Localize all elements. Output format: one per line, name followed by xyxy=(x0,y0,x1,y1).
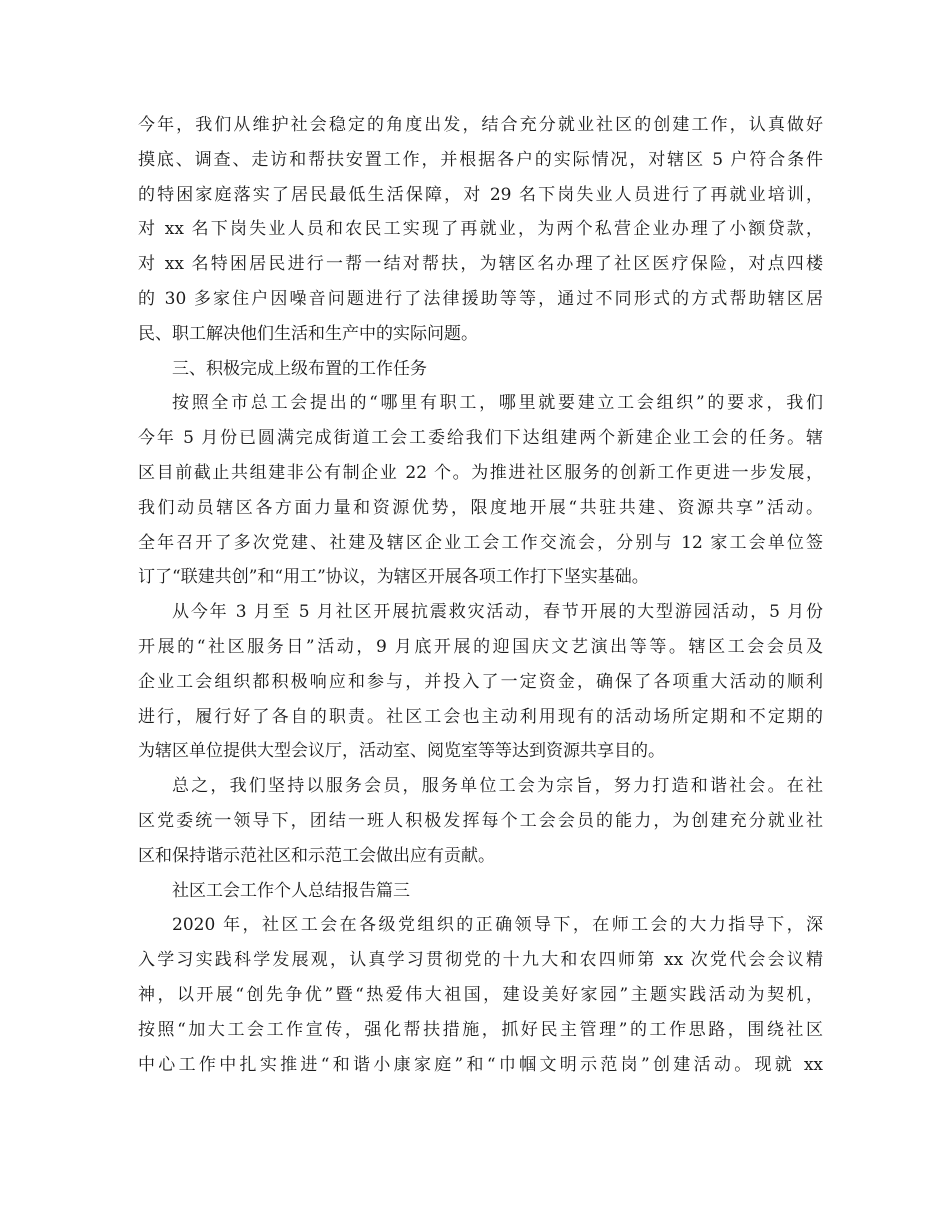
text-line: 订了“联建共创”和“用工”协议，为辖区开展各项工作打下坚实基础。 xyxy=(138,567,649,588)
text-line: 企业工会组织都积极响应和参与，并投入了一定资金，确保了各项重大活动的顺利 xyxy=(138,671,823,692)
text-line: 今年，我们从维护社会稳定的角度出发，结合充分就业社区的创建工作，认真做好 xyxy=(138,115,823,135)
text-line: 开展的“社区服务日”活动，9 月底开展的迎国庆文艺演出等等。辖区工会会员及 xyxy=(138,636,823,657)
text-line: 的特困家庭落实了居民最低生活保障，对 29 名下岗失业人员进行了再就业培训， xyxy=(138,184,823,205)
text-line: 我们动员辖区各方面力量和资源优势，限度地开展“共驻共建、资源共享”活动。 xyxy=(138,497,823,518)
text-line: 对 xx 名特困居民进行一帮一结对帮扶，为辖区名办理了社区医疗保险，对点四楼 xyxy=(138,254,823,275)
text-line: 区党委统一领导下，团结一班人积极发挥每个工会会员的能力，为创建充分就业社 xyxy=(138,810,823,831)
text-line: 总之，我们坚持以服务会员，服务单位工会为宗旨，努力打造和谐社会。在社 xyxy=(172,776,823,797)
text-line: 进行，履行好了各自的职责。社区工会也主动利用现有的活动场所定期和不定期的 xyxy=(138,706,823,727)
text-line: 区和保持谐示范社区和示范工会做出应有贡献。 xyxy=(138,845,495,866)
text-line: 今年 5 月份已圆满完成街道工会工委给我们下达组建两个新建企业工会的任务。辖 xyxy=(138,428,823,449)
text-line: 民、职工解决他们生活和生产中的实际问题。 xyxy=(138,323,478,344)
document-body xyxy=(138,108,823,1082)
text-line: 从今年 3 月至 5 月社区开展抗震救灾活动，春节开展的大型游园活动，5 月份 xyxy=(172,602,823,623)
text-line: 对 xx 名下岗失业人员和农民工实现了再就业，为两个私营企业办理了小额贷款， xyxy=(138,219,823,240)
section-heading: 三、积极完成上级布置的工作任务 xyxy=(172,358,427,379)
text-line: 区目前截止共组建非公有制企业 22 个。为推进社区服务的创新工作更进一步发展， xyxy=(138,462,823,483)
text-line: 按照全市总工会提出的“哪里有职工，哪里就要建立工会组织”的要求，我们 xyxy=(172,393,823,414)
text-line: 为辖区单位提供大型会议厅，活动室、阅览室等等达到资源共享目的。 xyxy=(138,741,665,762)
text-line: 摸底、调查、走访和帮扶安置工作，并根据各户的实际情况，对辖区 5 户符合条件 xyxy=(138,149,823,170)
text-line: 按照“加大工会工作宣传，强化帮扶措施，抓好民主管理”的工作思路，围绕社区 xyxy=(138,1019,823,1040)
text-line: 2020 年，社区工会在各级党组织的正确领导下，在师工会的大力指导下，深 xyxy=(172,915,823,936)
text-line: 全年召开了多次党建、社建及辖区企业工会工作交流会，分别与 12 家工会单位签 xyxy=(138,532,823,553)
text-line: 中心工作中扎实推进“和谐小康家庭”和“巾帼文明示范岗”创建活动。现就 xx xyxy=(138,1054,823,1075)
text-line: 神，以开展“创先争优”暨“热爱伟大祖国，建设美好家园”主题实践活动为契机， xyxy=(138,984,823,1005)
section-heading: 社区工会工作个人总结报告篇三 xyxy=(172,880,410,901)
text-line: 入学习实践科学发展观，认真学习贯彻党的十九大和农四师第 xx 次党代会会议精 xyxy=(138,950,823,971)
text-line: 的 30 多家住户因噪音问题进行了法律援助等等，通过不同形式的方式帮助辖区居 xyxy=(138,288,823,309)
